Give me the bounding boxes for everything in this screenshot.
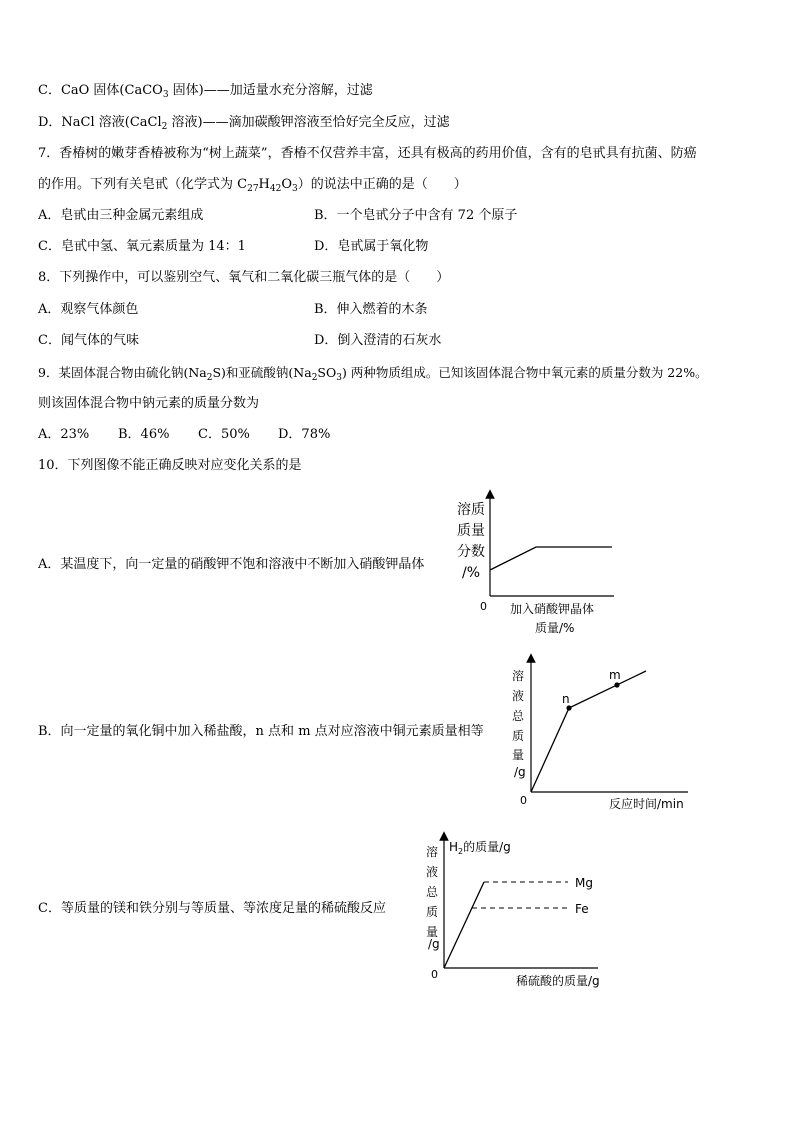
q7-option-d: D．皂甙属于氧化物 — [314, 239, 429, 254]
figure-b-curve — [531, 671, 646, 792]
q6-option-c: C．CaO 固体(CaCO$_3$ 固体)——加适量水充分溶解，过滤 — [38, 83, 373, 100]
q7-option-b: B．一个皂甙分子中含有 72 个原子 — [314, 208, 518, 223]
q8-option-c: C．闻气体的气味 — [38, 333, 139, 348]
figure-a-origin: 0 — [480, 600, 487, 613]
figure-b-origin: 0 — [520, 794, 527, 807]
figure-a-xlabel-1: 加入硝酸钾晶体 — [510, 602, 595, 616]
figure-c-series-fe: Fe — [575, 902, 589, 916]
figure-c — [422, 830, 612, 992]
figure-a-ylabel-1: 溶质 — [457, 502, 485, 518]
q8-option-d: D．倒入澄清的石灰水 — [314, 333, 442, 348]
q9-option-a: A．23% — [38, 427, 90, 442]
q7-stem-line1: 7．香椿树的嫩芽香椿被称为“树上蔬菜”，香椿不仅营养丰富，还具有极高的药用价值，含有的皂甙具有抗菌、防癌 — [38, 146, 697, 161]
q9-stem-line1: 9．某固体混合物由硫化钠$(Na_2S)$和亚硫酸钠$(Na_2SO_3)$ 两种物质组成。已知该固体混合物中氧元素的质量分数为 22%。 — [38, 365, 708, 383]
q7-option-a: A．皂甙由三种金属元素组成 — [38, 208, 204, 223]
q10-option-b-text: B．向一定量的氧化铜中加入稀盐酸，n 点和 m 点对应溶液中铜元素质量相等 — [38, 724, 484, 739]
figure-a-ylabel-4: /% — [462, 565, 481, 581]
q9-stem-line2: 则该固体混合物中钠元素的质量分数为 — [38, 396, 260, 411]
figure-c-curve-mg — [444, 882, 484, 968]
figure-c-ylabel-1: 溶 — [426, 845, 439, 859]
q7-stem-line2: 的作用。下列有关皂甙（化学式为 $C_{27}H_{42}O_3$）的说法中正确的是（ ） — [38, 177, 467, 194]
q8-option-a: A．观察气体颜色 — [38, 302, 139, 317]
figure-c-ylabel-5: 量 — [426, 925, 439, 939]
figure-b-ylabel-3: 总 — [512, 709, 525, 723]
q9-option-b: B．46% — [118, 427, 170, 442]
q10-option-c-text: C．等质量的镁和铁分别与等质量、等浓度足量的稀硫酸反应 — [38, 901, 386, 916]
figure-a — [450, 488, 620, 640]
figure-a-curve — [490, 547, 612, 570]
figure-b-label-n: n — [562, 692, 570, 706]
q8-option-b: B．伸入燃着的木条 — [314, 302, 428, 317]
figure-c-ylabel-3: 总 — [426, 885, 439, 899]
figure-b-ylabel-5: 量 — [512, 748, 525, 762]
figure-b — [506, 652, 696, 814]
q9-option-c: C．50% — [198, 427, 250, 442]
figure-a-ylabel-3: 分数 — [457, 544, 485, 560]
figure-c-ylabel-top: $H_2$的质量/g — [449, 840, 511, 856]
figure-b-label-m: m — [609, 668, 621, 682]
q10-stem: 10．下列图像不能正确反映对应变化关系的是 — [38, 458, 302, 473]
figure-b-xlabel: 反应时间/min — [609, 797, 684, 811]
figure-c-origin: 0 — [431, 968, 438, 981]
q6-option-d: D．NaCl 溶液(CaCl$_2$ 溶液)——滴加碳酸钾溶液至恰好完全反应，过滤 — [38, 115, 450, 132]
figure-b-ylabel-1: 溶 — [512, 669, 525, 683]
figure-a-xlabel-2: 质量/% — [535, 621, 575, 635]
q7-option-c: C．皂甙中氢、氧元素质量为 14：1 — [38, 239, 246, 254]
figure-c-ylabel-6: /g — [428, 937, 440, 951]
figure-c-ylabel-4: 质 — [426, 905, 439, 919]
figure-b-ylabel-4: 质 — [512, 729, 525, 743]
q9-option-d: D．78% — [278, 427, 331, 442]
figure-b-point-n — [566, 705, 571, 710]
figure-c-series-mg: Mg — [575, 876, 593, 890]
figure-c-ylabel-2: 液 — [426, 865, 439, 879]
figure-b-ylabel-2: 液 — [512, 689, 525, 703]
figure-b-point-m — [614, 682, 619, 687]
figure-b-ylabel-6: /g — [514, 765, 526, 779]
q10-option-a-text: A．某温度下，向一定量的硝酸钾不饱和溶液中不断加入硝酸钾晶体 — [38, 557, 425, 572]
q8-stem: 8．下列操作中，可以鉴别空气、氧气和二氧化碳三瓶气体的是（ ） — [38, 270, 450, 285]
figure-c-xlabel: 稀硫酸的质量/g — [516, 974, 600, 988]
figure-a-ylabel-2: 质量 — [457, 523, 485, 539]
